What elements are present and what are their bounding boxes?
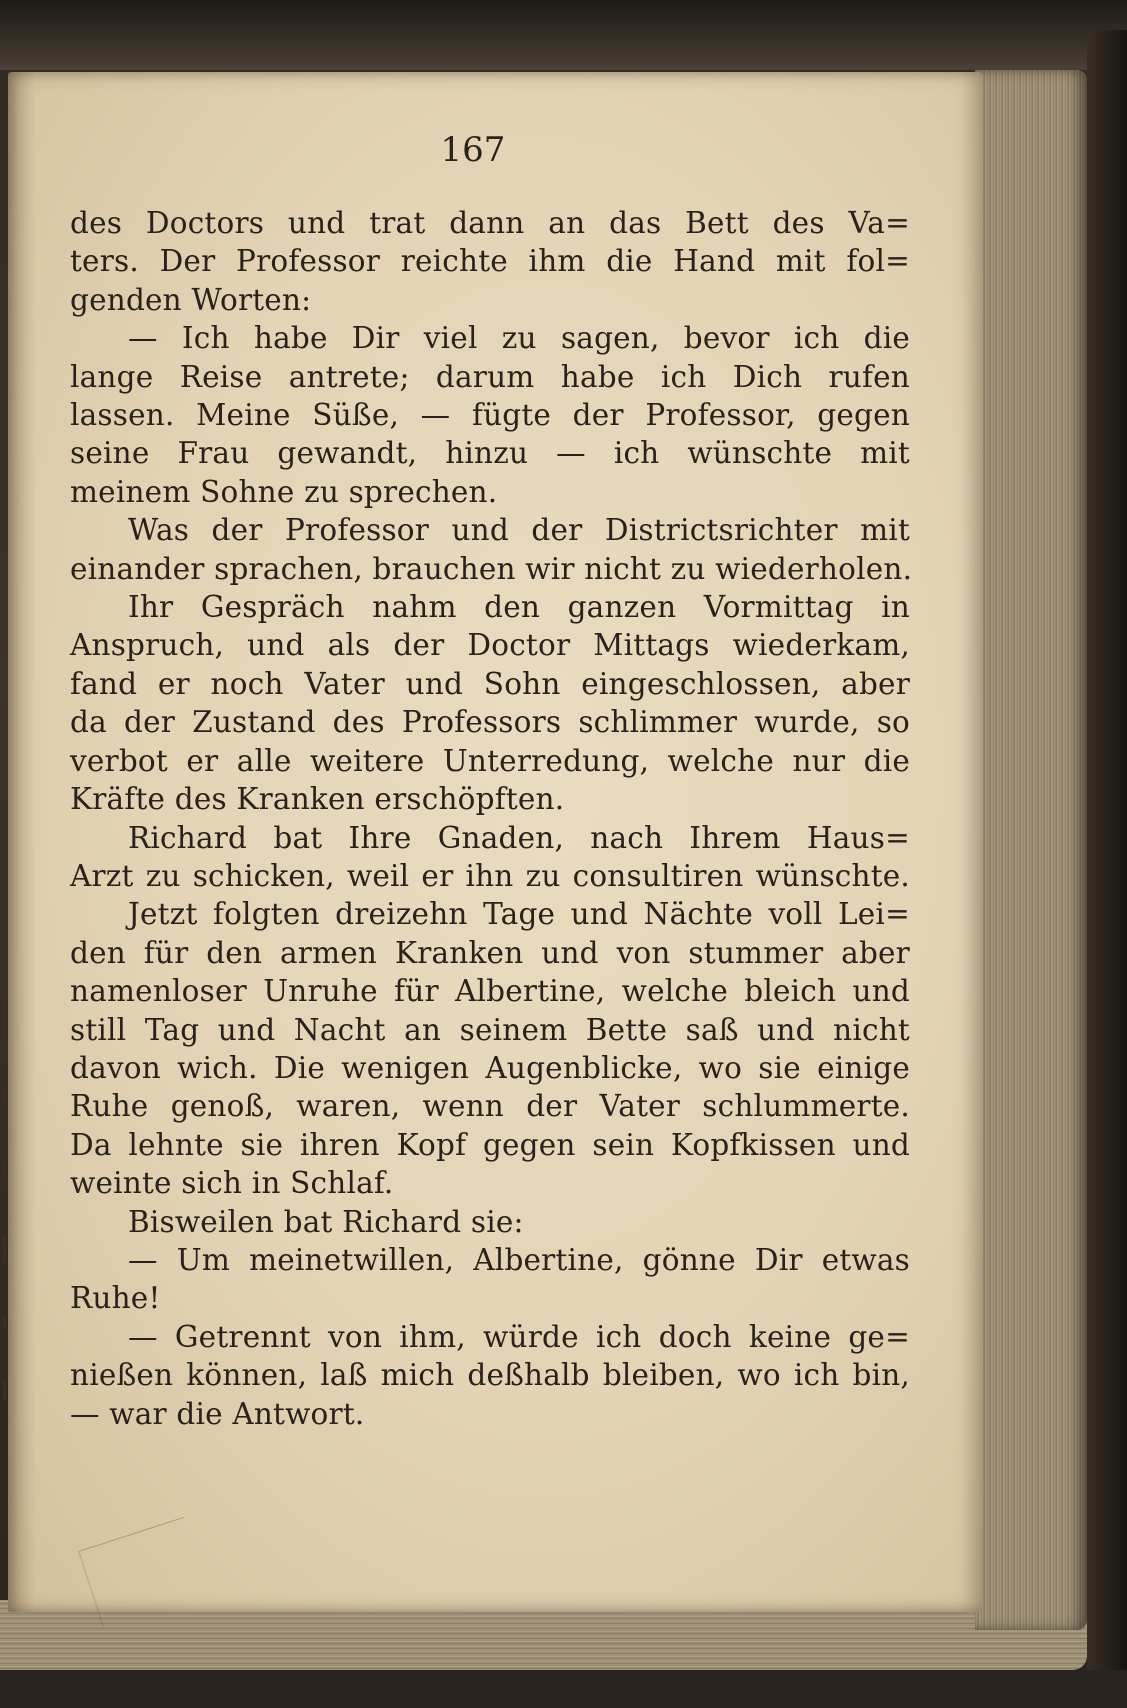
text-line: nießen können, laß mich deßhalb bleiben, wo ich bin, <box>70 1358 910 1393</box>
page-stack-edges <box>975 70 1087 1630</box>
text-line: Ruhe genoß, waren, wenn der Vater schlummerte. <box>70 1089 910 1124</box>
text-line: — Getrennt von ihm, würde ich doch keine ge= <box>128 1319 910 1354</box>
text-line: seine Frau gewandt, hinzu — ich wünschte mit <box>70 436 910 471</box>
text-line: davon wich. Die wenigen Augenblicke, wo sie einige <box>70 1050 910 1085</box>
text-line: Ruhe! <box>70 1281 161 1316</box>
text-line: weinte sich in Schlaf. <box>70 1166 394 1201</box>
page-number: 167 <box>440 130 506 170</box>
text-line: Was der Professor und der Districtsrichter mit <box>128 513 910 548</box>
text-line: — Ich habe Dir viel zu sagen, bevor ich die <box>128 321 910 356</box>
text-line: Ihr Gespräch nahm den ganzen Vormittag in <box>128 590 910 625</box>
book-cover-top <box>0 0 1127 70</box>
text-line: Anspruch, und als der Doctor Mittags wiederkam, <box>70 628 910 663</box>
text-line: genden Worten: <box>70 282 312 317</box>
text-line: ters. Der Professor reichte ihm die Hand mit fol= <box>70 244 910 279</box>
book-spine <box>1087 30 1127 1670</box>
text-line: Richard bat Ihre Gnaden, nach Ihrem Haus= <box>128 820 910 855</box>
text-line: namenloser Unruhe für Albertine, welche bleich und <box>70 974 910 1009</box>
page-text <box>70 204 913 1433</box>
text-line: Da lehnte sie ihren Kopf gegen sein Kopfkissen und <box>70 1127 910 1162</box>
text-line: lange Reise antrete; darum habe ich Dich rufen <box>70 359 910 394</box>
book-page <box>8 72 983 1612</box>
text-line: — Um meinetwillen, Albertine, gönne Dir etwas <box>128 1242 910 1277</box>
text-line: verbot er alle weitere Unterredung, welche nur die <box>70 743 910 778</box>
page-crease <box>78 1517 209 1628</box>
text-line: einander sprachen, brauchen wir nicht zu wiederholen. <box>70 551 913 586</box>
text-line: Kräfte des Kranken erschöpften. <box>70 782 565 817</box>
text-line: still Tag und Nacht an seinem Bette saß und nicht <box>70 1012 910 1047</box>
text-line: Arzt zu schicken, weil er ihn zu consultiren wünschte. <box>70 858 910 893</box>
text-line: Jetzt folgten dreizehn Tage und Nächte voll Lei= <box>128 897 910 932</box>
text-line: lassen. Meine Süße, — fügte der Professor, gegen <box>70 398 910 433</box>
text-line: — war die Antwort. <box>70 1396 365 1431</box>
text-line: meinem Sohne zu sprechen. <box>70 474 498 509</box>
text-line: da der Zustand des Professors schlimmer wurde, so <box>70 705 910 740</box>
left-margin-marks <box>0 1000 14 1420</box>
text-line: des Doctors und trat dann an das Bett des Va= <box>70 206 910 240</box>
text-line: Bisweilen bat Richard sie: <box>128 1204 524 1239</box>
text-line: fand er noch Vater und Sohn eingeschlossen, aber <box>70 666 910 701</box>
text-line: den für den armen Kranken und von stummer aber <box>70 935 910 970</box>
